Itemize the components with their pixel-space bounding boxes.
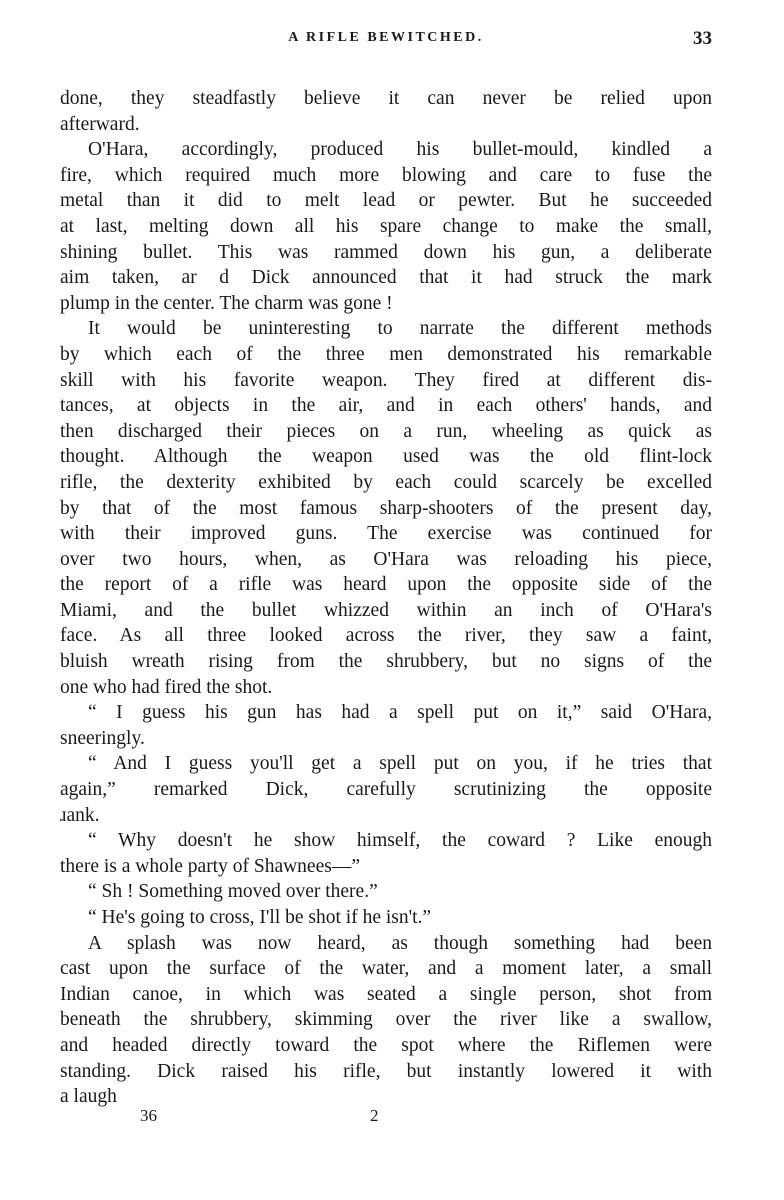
- text-line: “ And I guess you'll get a spell put on you, if he tries that: [88, 753, 712, 775]
- text-line: and headed directly toward the spot where the Riflemen were: [60, 1034, 712, 1056]
- text-line: “ Sh ! Something moved over there.”: [88, 881, 378, 903]
- text-line: again,” remarked Dick, carefully scrutinizing the opposite: [60, 779, 712, 801]
- page-footer: [140, 1106, 400, 1130]
- text-line: It would be uninteresting to narrate the different methods: [88, 318, 712, 340]
- paragraph: [60, 751, 712, 828]
- text-line: then discharged their pieces on a run, wheeling as quick as: [60, 420, 712, 442]
- paragraph: [60, 879, 712, 905]
- text-line: bluish wreath rising from the shrubbery, but no signs of the: [60, 651, 712, 673]
- paragraph: [60, 905, 712, 931]
- paragraph: [60, 828, 712, 879]
- paragraph: [60, 700, 712, 751]
- text-line: O'Hara, accordingly, produced his bullet-mould, kindled a: [88, 139, 712, 161]
- text-line: aim taken, ar d Dick announced that it had struck the mark: [60, 267, 712, 289]
- text-line: plump in the center. The charm was gone !: [60, 292, 393, 314]
- text-line: by which each of the three men demonstrated his remarkable: [60, 343, 712, 365]
- signature-mark-left: 36: [140, 1106, 157, 1125]
- page-number: 33: [693, 28, 712, 49]
- text-line: there is a whole party of Shawnees—”: [60, 855, 360, 877]
- book-page: [60, 30, 712, 1110]
- paragraph: [60, 137, 712, 316]
- text-line: done, they steadfastly believe it can never be relied upon: [60, 88, 712, 109]
- text-line: A splash was now heard, as though something had been: [88, 932, 712, 954]
- text-line: Indian canoe, in which was seated a single person, shot from: [60, 983, 712, 1005]
- text-line: rifle, the dexterity exhibited by each could scarcely be excelled: [60, 471, 712, 493]
- paragraph: [60, 86, 712, 137]
- text-line: with their improved guns. The exercise was continued for: [60, 523, 712, 545]
- paragraph: [60, 316, 712, 700]
- text-line: skill with his favorite weapon. They fired at different dis-: [60, 369, 712, 391]
- running-head: A RIFLE BEWITCHED.: [288, 30, 484, 45]
- text-line: the report of a rifle was heard upon the opposite side of the: [60, 574, 712, 596]
- text-line: cast upon the surface of the water, and a moment later, a small: [60, 958, 712, 980]
- body-text: [60, 86, 712, 1110]
- text-line: shining bullet. This was rammed down his gun, a deliberate: [60, 241, 712, 263]
- text-line: beneath the shrubbery, skimming over the river like a swallow,: [60, 1009, 712, 1031]
- text-line: Miami, and the bullet whizzed within an inch of O'Hara's: [60, 599, 712, 621]
- text-line: metal than it did to melt lead or pewter. But he succeeded: [60, 190, 712, 212]
- text-line: ɹank.: [60, 804, 100, 826]
- text-line: “ I guess his gun has had a spell put on it,” said O'Hara,: [88, 702, 712, 724]
- text-line: at last, melting down all his spare change to make the small,: [60, 215, 712, 237]
- text-line: afterward.: [60, 113, 140, 135]
- text-line: “ He's going to cross, I'll be shot if he isn't.”: [88, 907, 432, 928]
- text-line: sneeringly.: [60, 727, 145, 749]
- text-line: thought. Although the weapon used was the old flint-lock: [60, 446, 712, 468]
- paragraph: [60, 931, 712, 1110]
- text-line: a laugh: [60, 1086, 117, 1108]
- text-line: tances, at objects in the air, and in each others' hands, and: [60, 395, 712, 417]
- text-line: standing. Dick raised his rifle, but instantly lowered it with: [60, 1060, 712, 1082]
- text-line: face. As all three looked across the river, they saw a faint,: [60, 625, 712, 647]
- page-header: [60, 30, 712, 56]
- signature-mark-right: 2: [370, 1106, 379, 1125]
- text-line: by that of the most famous sharp-shooters of the present day,: [60, 497, 712, 519]
- text-line: fire, which required much more blowing and care to fuse the: [60, 164, 712, 186]
- text-line: “ Why doesn't he show himself, the coward ? Like enough: [88, 830, 712, 852]
- text-line: one who had fired the shot.: [60, 676, 273, 698]
- text-line: over two hours, when, as O'Hara was reloading his piece,: [60, 548, 712, 570]
